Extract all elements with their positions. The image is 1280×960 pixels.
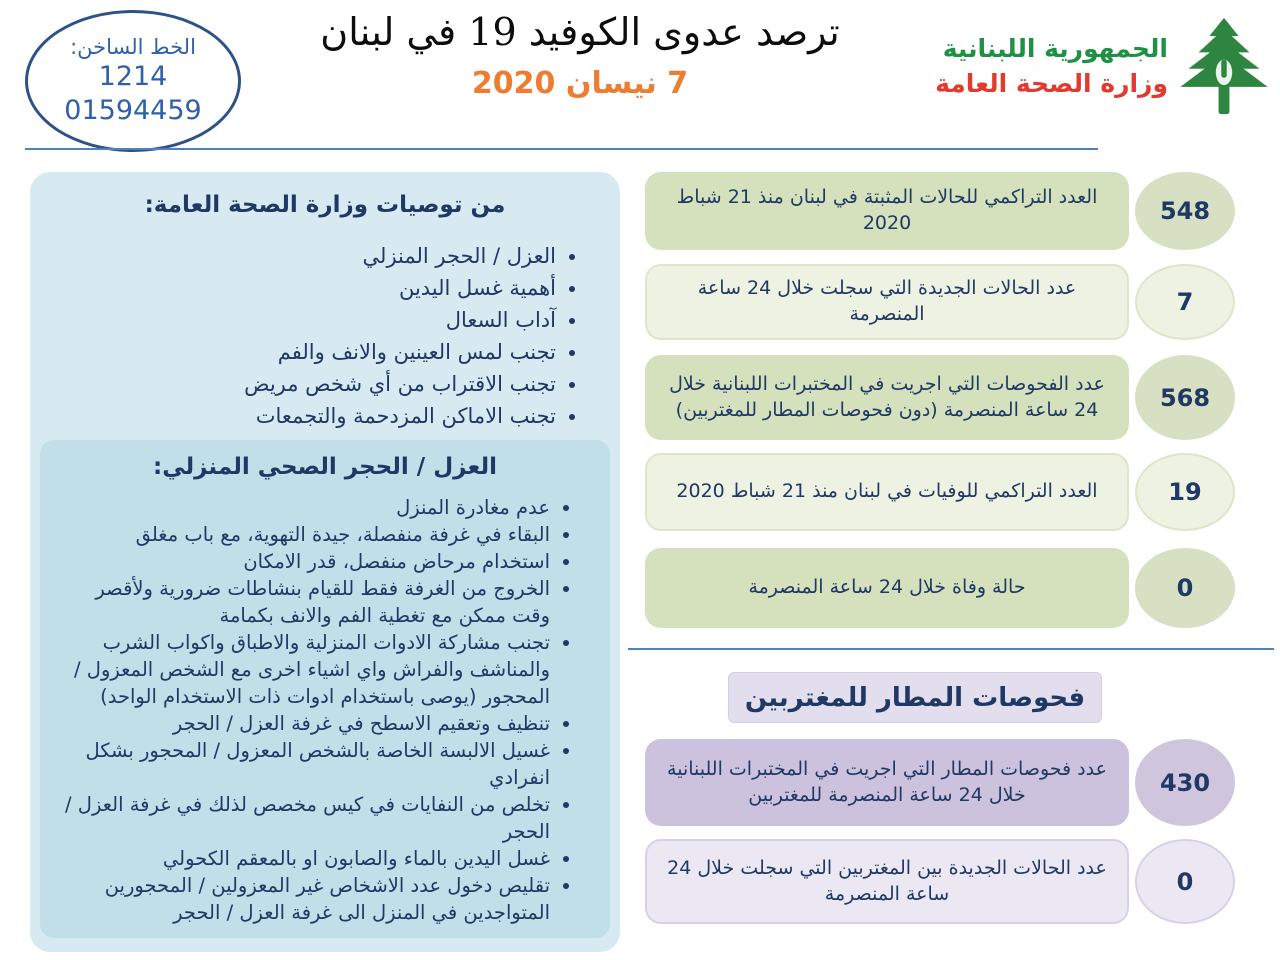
recommendation-item: • تجنب الاماكن المزدحمة والتجمعات bbox=[48, 400, 556, 432]
stat-card-total-deaths bbox=[645, 453, 1241, 531]
hotline-phone-number: 01594459 bbox=[64, 95, 202, 127]
ministry-name-block bbox=[935, 31, 1168, 101]
quarantine-item: • تنظيف وتعقيم الاسطح في غرفة العزل / الحجر bbox=[54, 710, 550, 737]
hotline-badge bbox=[25, 10, 241, 152]
stat-card-airport-new-cases bbox=[645, 839, 1241, 924]
recommendations-title: من توصيات وزارة الصحة العامة: bbox=[144, 192, 506, 218]
stat-value-badge: 430 bbox=[1135, 739, 1235, 826]
stat-value-badge: 7 bbox=[1135, 264, 1235, 340]
recommendations-panel bbox=[30, 172, 620, 952]
stat-card-new-cases bbox=[645, 264, 1241, 340]
stat-text: عدد الحالات الجديدة بين المغتربين التي سجلت خلال 24 ساعة المنصرمة bbox=[645, 839, 1129, 924]
quarantine-item: • عدم مغادرة المنزل bbox=[54, 494, 550, 521]
cedar-tree-icon bbox=[1178, 16, 1270, 116]
airport-section-divider bbox=[628, 648, 1274, 650]
stat-value-badge: 0 bbox=[1135, 839, 1235, 924]
page-title: ترصد عدوى الكوفيد 19 في لبنان bbox=[320, 10, 840, 54]
quarantine-list bbox=[54, 494, 586, 926]
quarantine-item: • تخلص من النفايات في كيس مخصص لذلك في غرفة العزل / الحجر bbox=[54, 791, 550, 845]
stat-value-badge: 19 bbox=[1135, 453, 1235, 531]
home-quarantine-panel bbox=[40, 440, 610, 938]
header-divider bbox=[25, 148, 1098, 150]
ministry-logo bbox=[935, 16, 1270, 116]
quarantine-item: • غسل اليدين بالماء والصابون او بالمعقم الكحولي bbox=[54, 845, 550, 872]
airport-section-title: فحوصات المطار للمغتربين bbox=[728, 672, 1102, 723]
quarantine-item: • تجنب مشاركة الادوات المنزلية والاطباق واكواب الشرب والمناشف والفراش واي اشياء اخرى مع الشخص المعزول / المحجور (يوصى باستخدام ادوات ذات الاستخدام الواحد) bbox=[54, 629, 550, 710]
quarantine-item: • استخدام مرحاض منفصل، قدر الامكان bbox=[54, 548, 550, 575]
recommendation-item: • تجنب الاقتراب من أي شخص مريض bbox=[48, 368, 556, 400]
stat-text: عدد الحالات الجديدة التي سجلت خلال 24 ساعة المنصرمة bbox=[645, 264, 1129, 340]
hotline-label: الخط الساخن: bbox=[70, 35, 196, 60]
stat-card-total-cases bbox=[645, 172, 1241, 250]
quarantine-title: العزل / الحجر الصحي المنزلي: bbox=[153, 454, 497, 480]
hotline-short-number: 1214 bbox=[98, 61, 168, 93]
title-block bbox=[290, 10, 870, 101]
stat-value-badge: 548 bbox=[1135, 172, 1235, 250]
stat-card-airport-tests bbox=[645, 739, 1241, 826]
stat-text: عدد الفحوصات التي اجريت في المختبرات اللبنانية خلال 24 ساعة المنصرمة (دون فحوصات المطار للمغتربين) bbox=[645, 355, 1129, 440]
stat-text: عدد فحوصات المطار التي اجريت في المختبرات اللبنانية خلال 24 ساعة المنصرمة للمغتربين bbox=[645, 739, 1129, 826]
stat-card-tests-24h bbox=[645, 355, 1241, 440]
stat-card-new-deaths bbox=[645, 548, 1241, 628]
recommendation-item: • العزل / الحجر المنزلي bbox=[48, 240, 556, 272]
quarantine-item: • تقليص دخول عدد الاشخاص غير المعزولين / المحجورين المتواجدين في المنزل الى غرفة العزل / الحجر bbox=[54, 872, 550, 926]
stat-value-badge: 0 bbox=[1135, 548, 1235, 628]
stat-text: العدد التراكمي للحالات المثبتة في لبنان منذ 21 شباط 2020 bbox=[645, 172, 1129, 250]
quarantine-item: • البقاء في غرفة منفصلة، جيدة التهوية، مع باب مغلق bbox=[54, 521, 550, 548]
recommendations-list bbox=[48, 240, 594, 432]
ministry-department-arabic: وزارة الصحة العامة bbox=[935, 69, 1168, 98]
ministry-name-arabic: الجمهورية اللبنانية bbox=[942, 34, 1168, 63]
recommendation-item: • تجنب لمس العينين والانف والفم bbox=[48, 336, 556, 368]
stat-text: حالة وفاة خلال 24 ساعة المنصرمة bbox=[645, 548, 1129, 628]
stat-value-badge: 568 bbox=[1135, 355, 1235, 440]
recommendation-item: • آداب السعال bbox=[48, 304, 556, 336]
report-date: 7 نيسان 2020 bbox=[471, 66, 689, 101]
recommendation-item: • أهمية غسل اليدين bbox=[48, 272, 556, 304]
quarantine-item: • الخروج من الغرفة فقط للقيام بنشاطات ضرورية ولأقصر وقت ممكن مع تغطية الفم والانف بكمامة bbox=[54, 575, 550, 629]
stat-text: العدد التراكمي للوفيات في لبنان منذ 21 شباط 2020 bbox=[645, 453, 1129, 531]
quarantine-item: • غسيل الالبسة الخاصة بالشخص المعزول / المحجور بشكل انفرادي bbox=[54, 737, 550, 791]
